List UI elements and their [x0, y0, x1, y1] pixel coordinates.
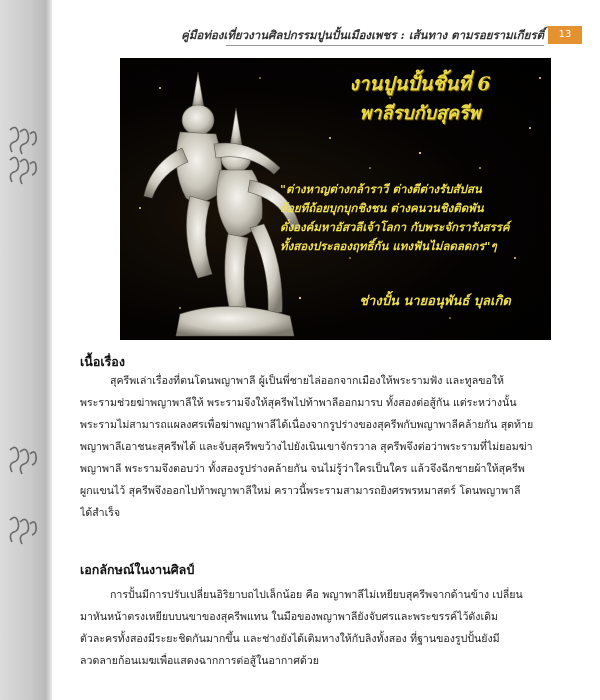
paragraph-line: ได้สำเร็จ — [80, 507, 121, 519]
paragraph-line: พระรามไม่สามารถแผลงศรเพื่อฆ่าพญาพาลีได้เนื่องจากรูปร่างของสุครีพกับพญาพาลีคล้ายกัน สุดท้าย — [80, 419, 534, 431]
page-header — [181, 26, 582, 46]
poem-line: ดั่งองค์มหาอัสวลีเจ้าโลกา กับพระจักรารังสรรค์ — [280, 220, 510, 234]
section-heading-art-identity: เอกลักษณ์ในงานศิลป์ — [80, 562, 195, 577]
paragraph-line: สุครีพเล่าเรื่องที่ตนโดนพญาพาลี ผู้เป็นพี่ชายไล่ออกจากเมืองให้พระรามฟัง และทูลขอให้ — [110, 375, 505, 387]
left-margin-decoration — [0, 0, 52, 700]
paragraph-line: ลวดลายก้อนเมฆเพื่อแสดงฉากการต่อสู้ในอากาศด้วย — [80, 655, 319, 667]
paragraph-line: ผูกแขนไว้ สุครีพจึงออกไปท้าพญาพาลีใหม่ คราวนี้พระรามสามารถยิงศรพรหมาสตร์ โดนพญาพาลี — [80, 485, 521, 497]
header-rule — [226, 45, 544, 46]
paragraph-line: มาหันหน้าตรงเหยียบบนขาของสุครีพแทน ในมือของพญาพาลียังจับศรและพระขรรค์ไว้ดังเดิม — [80, 611, 498, 623]
poem-line: ถ้อยทีถ้อยบุกบุกชิงชน ต่างคนวนชิงติดพัน — [280, 201, 484, 215]
poem-line: ทั้งสองประลองฤทธิ์กัน แทงฟันไม่ลดลดกร"ๆ — [280, 239, 497, 253]
thai-ornament-icon — [6, 120, 38, 200]
sculpture-photo — [120, 58, 551, 340]
thai-ornament-icon — [6, 440, 38, 550]
poem-line: "ต่างหาญต่างกล้าราวี ต่างตีต่างรับสัปสน — [280, 182, 482, 196]
section-heading-story: เนื้อเรื่อง — [80, 354, 125, 369]
page-number-badge: 13 — [548, 26, 582, 44]
paragraph-line: พระรามช่วยฆ่าพญาพาลีให้ พระรามจึงให้สุครีพไปท้าพาลีออกมารบ ทั้งสองต่อสู้กัน แต่ระหว่างนั้น — [80, 397, 517, 409]
header-title: คู่มือท่องเที่ยวงานศิลปกรรมปูนปั้นเมืองเพชร : เส้นทาง ตามรอยรามเกียรติ์ — [181, 28, 544, 42]
hero-title: งานปูนปั้นชิ้นที่ 6 — [349, 73, 491, 95]
art-identity-paragraph — [80, 584, 552, 672]
story-paragraph — [80, 370, 552, 524]
hero-subtitle: พาลีรบกับสุครีพ — [359, 103, 481, 124]
sculptor-credit: ช่างปั้น นายอนุพันธ์ บุลเกิด — [359, 294, 511, 309]
paragraph-line: พญาพาลีเอาชนะสุครีพได้ และจับสุครีพขว้างไปยังเนินเขาจักรวาล สุครีพจึงต่อว่าพระรามที่ไม่ยอมฆ่า — [80, 441, 533, 453]
paragraph-line: พญาพาลี พระรามจึงตอบว่า ทั้งสองรูปร่างคล้ายกัน จนไม่รู้ว่าใครเป็นใคร แล้วจึงฉีกชายผ้าให้สุครีพ — [80, 463, 525, 475]
hero-poem — [280, 180, 548, 256]
paragraph-line: การปั้นมีการปรับเปลี่ยนอิริยาบถไปเล็กน้อย คือ พญาพาลีไม่เหยียบสุครีพจากด้านข้าง เปลี่ยน — [110, 589, 523, 601]
paragraph-line: ตัวละครทั้งสองมีระยะชิดกันมากขึ้น และช่างยังได้เติมหางให้กับลิงทั้งสอง ที่ฐานของรูปปั้นยังมี — [80, 633, 500, 645]
